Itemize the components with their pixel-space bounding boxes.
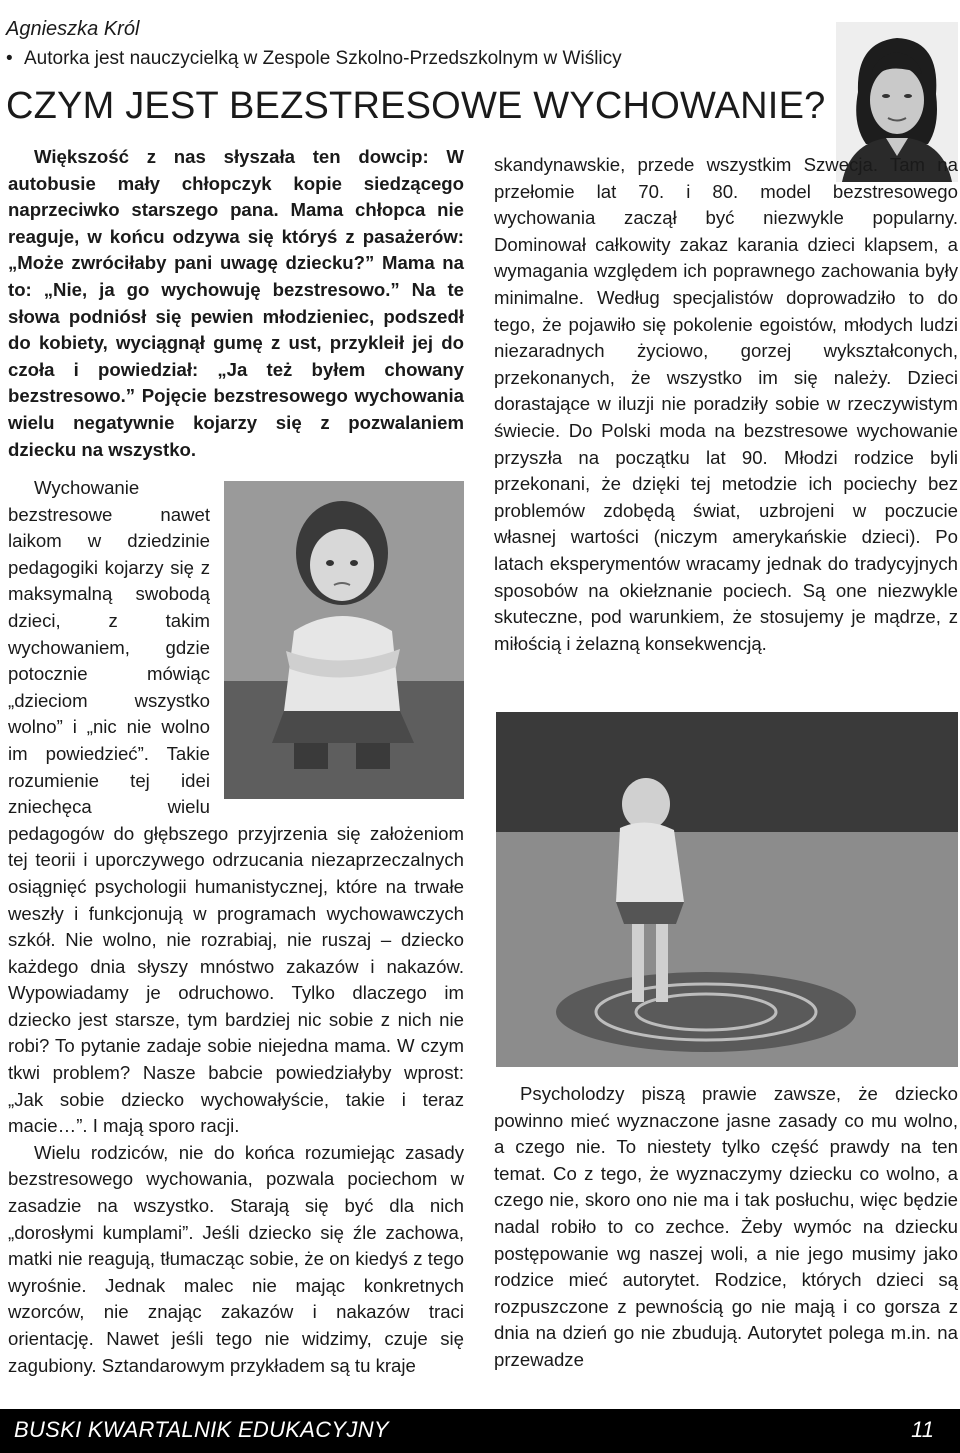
bio-text: Autorka jest nauczycielką w Zespole Szkolno-Przedszkolnym w Wiślicy <box>24 48 622 69</box>
paragraph-3: Psycholodzy piszą prawie zawsze, że dziecko powinno mieć wyznaczone jasne zasady co mu wolno, a czego nie. To niestety tylko część prawdy na ten temat. Co z tego, że wyznaczymy dziecku co wolno, a czego nie, skoro ono nie ma i tak posłuchu, więc będzie nadal robiło to co zechce. Żeby wymóc na dziecku postępowanie wg naszej woli, a nie jego musimy jako rodzice mieć autorytet. Rodzice, których dzieci są rozpuszczone z pewnością go nie mają i co gorsza z dnia na dzień go nie zbudują. Autorytet polega m.in. na przewadze <box>494 1083 958 1370</box>
bio-bullet: • <box>6 48 13 69</box>
paragraph-1: Wychowanie bezstresowe nawet laikom w dziedzinie pedagogiki kojarzy się z maksymalną swobodą dzieci, z takim wychowaniem, gdzie potocznie mówiąc „dzieciom wszystko wolno” i „nic nie wolno im powiedzieć”. Takie rozumienie tej idei zniechęca wielu pedagogów do głębszego przyjrzenia się założeniom tej teorii i uporczywego odrzucania niezaprzeczalnych osiągnięć psychologii humanistycznej, które na trwałe weszły i funkcjonują w programach wychowawczych szkół. Nie wolno, nie rozrabiaj, nie ruszaj – dziecko każdego dnia słyszy mnóstwo zakazów i nakazów. Wypowiadamy je odruchowo. Tylko dlaczego im dziecko jest starsze, tym bardziej nic sobie z nich nie robi? To pytanie zadaje sobie niejedna mama. W czym tkwi problem? Nasze babcie powiedziałyby wprost: „Jak sobie dziecko wychowałyście, takie i teraz macie…”. I mają sporo racji. <box>8 477 464 1137</box>
lead-paragraph: Większość z nas słyszała ten dowcip: W autobusie mały chłopczyk kopie siedzącego naprzeciwko starszego pana. Mama chłopca nie reaguje, w końcu odzywa się któryś z pasażerów: „Może zwróciłaby pani uwagę dziecku?” Mama na to: „Nie, ja go wychowuję bezstresowo.” Na te słowa podniósł się pewien młodzieniec, podszedł do kobiety, wyciągnął gumę z ust, przykleił jej do czoła i powiedział: „Ja też byłem chowany bezstresowo.” Pojęcie bezstresowego wychowania wielu negatywnie kojarzy się z pozwalaniem dziecku na wszystko. <box>8 146 464 460</box>
paragraph-2-continued: skandynawskie, przede wszystkim Szwecja. Tam na przełomie lat 70. i 80. model bezstresowego wychowania zaczął być niezwykle popularny. Dominował całkowity zakaz karania dzieci klapsem, a wymagania względem ich poprawnego zachowania były minimalne. Według specjalistów doprowadziło to do tego, że pojawiło się pokolenie egoistów, młodych ludzi niezaradnych życiowo, gorzej wykształconych, przekonanych, że wszystko im się należy. Dzieci dorastające w iluzji nie poradziły sobie w rzeczywistym świecie. Do Polski moda na bezstresowe wychowanie przyszła na początku lat 90. Młodzi rodzice byli przekonani, że dzięki tej metodzie ich pociechy bez problemów zdobędą świat, uzbrojeni w poczucie własnej wartości (niczym amerykańskie dzieci). Po latach eksperymentów wracamy jednak do tradycyjnych sposobów na okiełznanie pociech. Są one niezwykle skuteczne, pod warunkiem, że stosujemy je mądrze, z miłością i żelazną konsekwencją. <box>494 154 958 654</box>
article-title: CZYM JEST BEZSTRESOWE WYCHOWANIE? <box>6 85 826 127</box>
page-number: 11 <box>911 1417 934 1442</box>
sitting-girl-photo <box>224 481 464 799</box>
author-bio <box>6 45 622 73</box>
article-right-bottom <box>494 1081 958 1374</box>
paragraph-2: Wielu rodziców, nie do końca rozumiejąc zasady bezstresowego wychowania, pozwala pociechom w zasadzie na wszystko. Starają się być dla nich „dorosłymi kumplami”. Jeśli dziecko się źle zachowa, matki nie reagują, tłumacząc sobie, że on kiedyś z tego wyrośnie. Jednak malec nie mając konkretnych wzorców, nie znając zakazów i nakazów traci orientację. Nawet jeśli tego nie widzimy, czuje się zagubiony. Sztandarowym przykładem są tu kraje <box>8 1141 464 1376</box>
puddle-child-photo <box>496 712 958 1067</box>
magazine-title: BUSKI KWARTALNIK EDUKACYJNY <box>14 1417 389 1442</box>
article-left-body <box>8 475 464 1379</box>
author-name: Agnieszka Król <box>6 18 140 40</box>
page-footer <box>0 1409 960 1453</box>
article-right-column <box>494 152 958 657</box>
article-lead <box>8 144 464 463</box>
